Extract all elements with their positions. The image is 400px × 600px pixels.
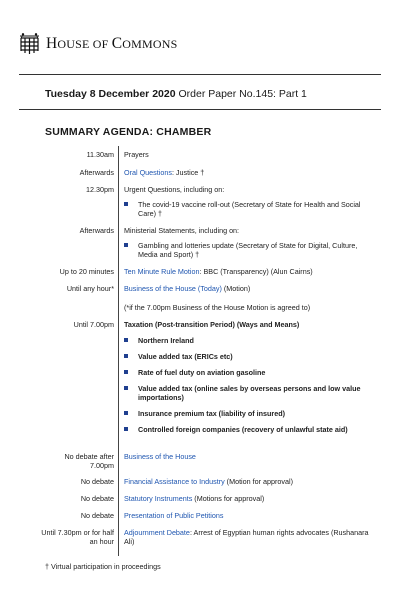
footnote: † Virtual participation in proceedings xyxy=(45,562,161,571)
bullet-square-icon xyxy=(124,338,128,342)
summary-agenda-title: SUMMARY AGENDA: CHAMBER xyxy=(45,126,212,138)
business-of-house-link[interactable]: Business of the House xyxy=(124,452,196,461)
ten-minute-rule-link[interactable]: Ten Minute Rule Motion xyxy=(124,267,200,276)
bullet-square-icon xyxy=(124,370,128,374)
bullet-square-icon xyxy=(124,243,128,247)
statutory-instruments-link[interactable]: Statutory Instruments xyxy=(124,494,193,503)
agenda-divider-line xyxy=(118,146,119,556)
order-date: Tuesday 8 December 2020 xyxy=(45,88,176,100)
bullet-square-icon xyxy=(124,386,128,390)
order-paper-line xyxy=(45,88,307,100)
top-divider xyxy=(19,74,381,75)
business-of-house-today-link[interactable]: Business of the House (Today) xyxy=(124,284,222,293)
order-paper-number: Order Paper No.145: Part 1 xyxy=(175,88,307,100)
oral-questions-link[interactable]: Oral Questions xyxy=(124,168,172,177)
bullet-square-icon xyxy=(124,202,128,206)
bottom-divider xyxy=(19,109,381,110)
public-petitions-link[interactable]: Presentation of Public Petitions xyxy=(124,511,224,520)
bullet-square-icon xyxy=(124,354,128,358)
financial-assistance-link[interactable]: Financial Assistance to Industry xyxy=(124,477,225,486)
house-of-commons-title: HOUSE OF COMMONS xyxy=(46,35,178,52)
house-of-commons-header xyxy=(19,30,177,58)
adjournment-debate-link[interactable]: Adjournment Debate xyxy=(124,528,190,537)
portcullis-icon xyxy=(19,32,40,56)
bullet-square-icon xyxy=(124,427,128,431)
bullet-square-icon xyxy=(124,411,128,415)
